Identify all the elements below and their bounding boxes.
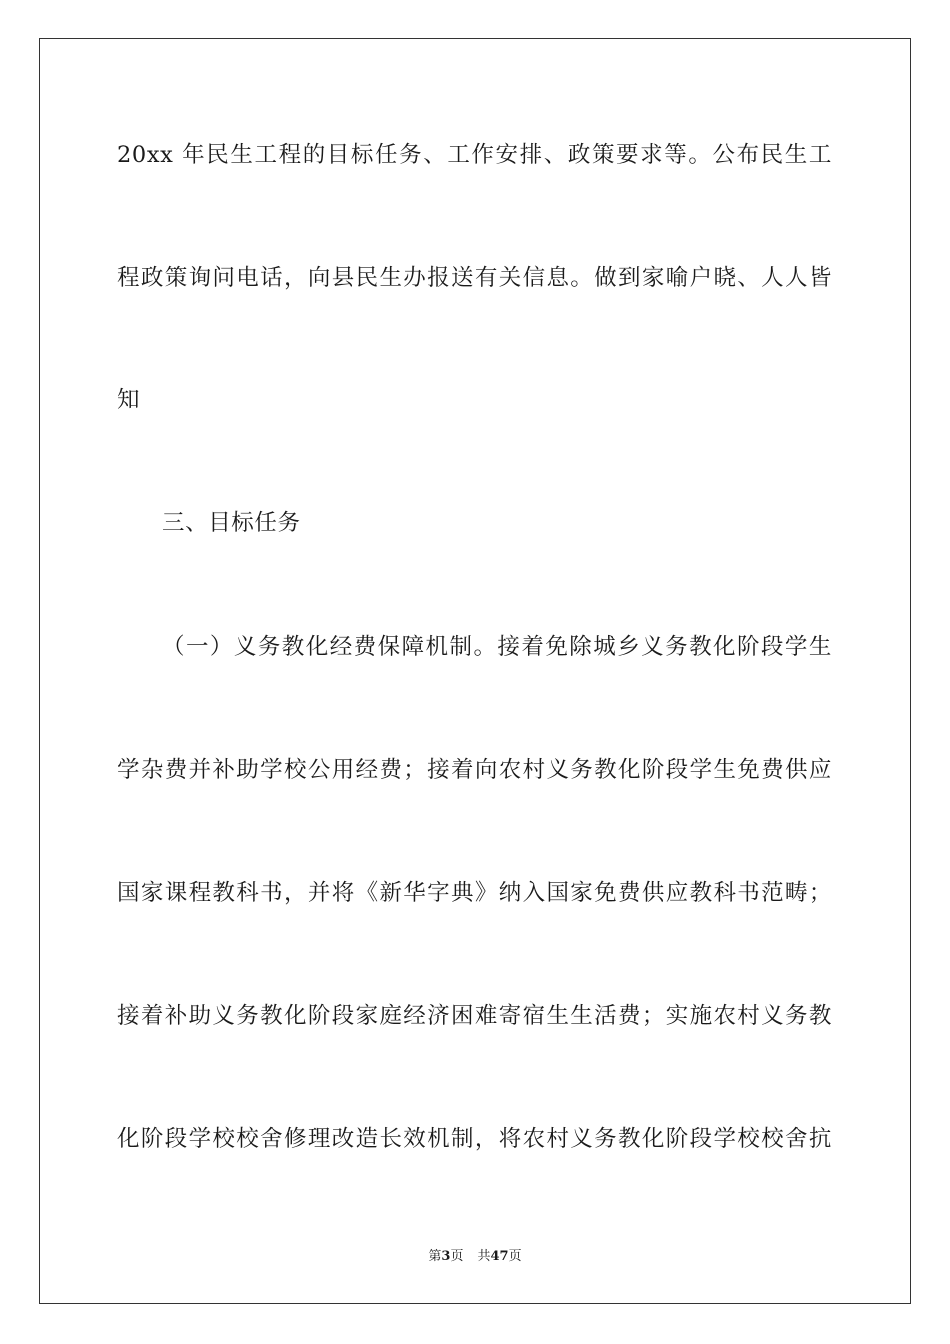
body-text-line-9: 化阶段学校校舍修理改造长效机制，将农村义务教化阶段学校校舍抗: [117, 1126, 832, 1152]
page-prefix: 第: [428, 1249, 442, 1264]
page-suffix: 页: [450, 1249, 464, 1264]
page-border: [39, 38, 911, 1304]
body-text-line-5: （一）义务教化经费保障机制。接着免除城乡义务教化阶段学生: [162, 634, 832, 660]
body-text-line-8: 接着补助义务教化阶段家庭经济困难寄宿生生活费；实施农村义务教: [117, 1003, 832, 1029]
total-prefix: 共: [477, 1249, 491, 1264]
body-text-line-3: 知: [117, 387, 141, 413]
page-number: 3: [441, 1249, 451, 1264]
page-footer: [0, 1248, 950, 1266]
body-text-line-7: 国家课程教科书，并将《新华字典》纳入国家免费供应教科书范畴；: [117, 880, 832, 906]
total-suffix: 页: [508, 1249, 522, 1264]
total-pages: 47: [490, 1249, 509, 1264]
body-text-line-1: 20xx 年民生工程的目标任务、工作安排、政策要求等。公布民生工: [117, 142, 832, 168]
section-heading: 三、目标任务: [162, 510, 301, 536]
body-text-line-2: 程政策询问电话，向县民生办报送有关信息。做到家喻户晓、人人皆: [117, 265, 832, 291]
body-text-line-6: 学杂费并补助学校公用经费；接着向农村义务教化阶段学生免费供应: [117, 757, 832, 783]
